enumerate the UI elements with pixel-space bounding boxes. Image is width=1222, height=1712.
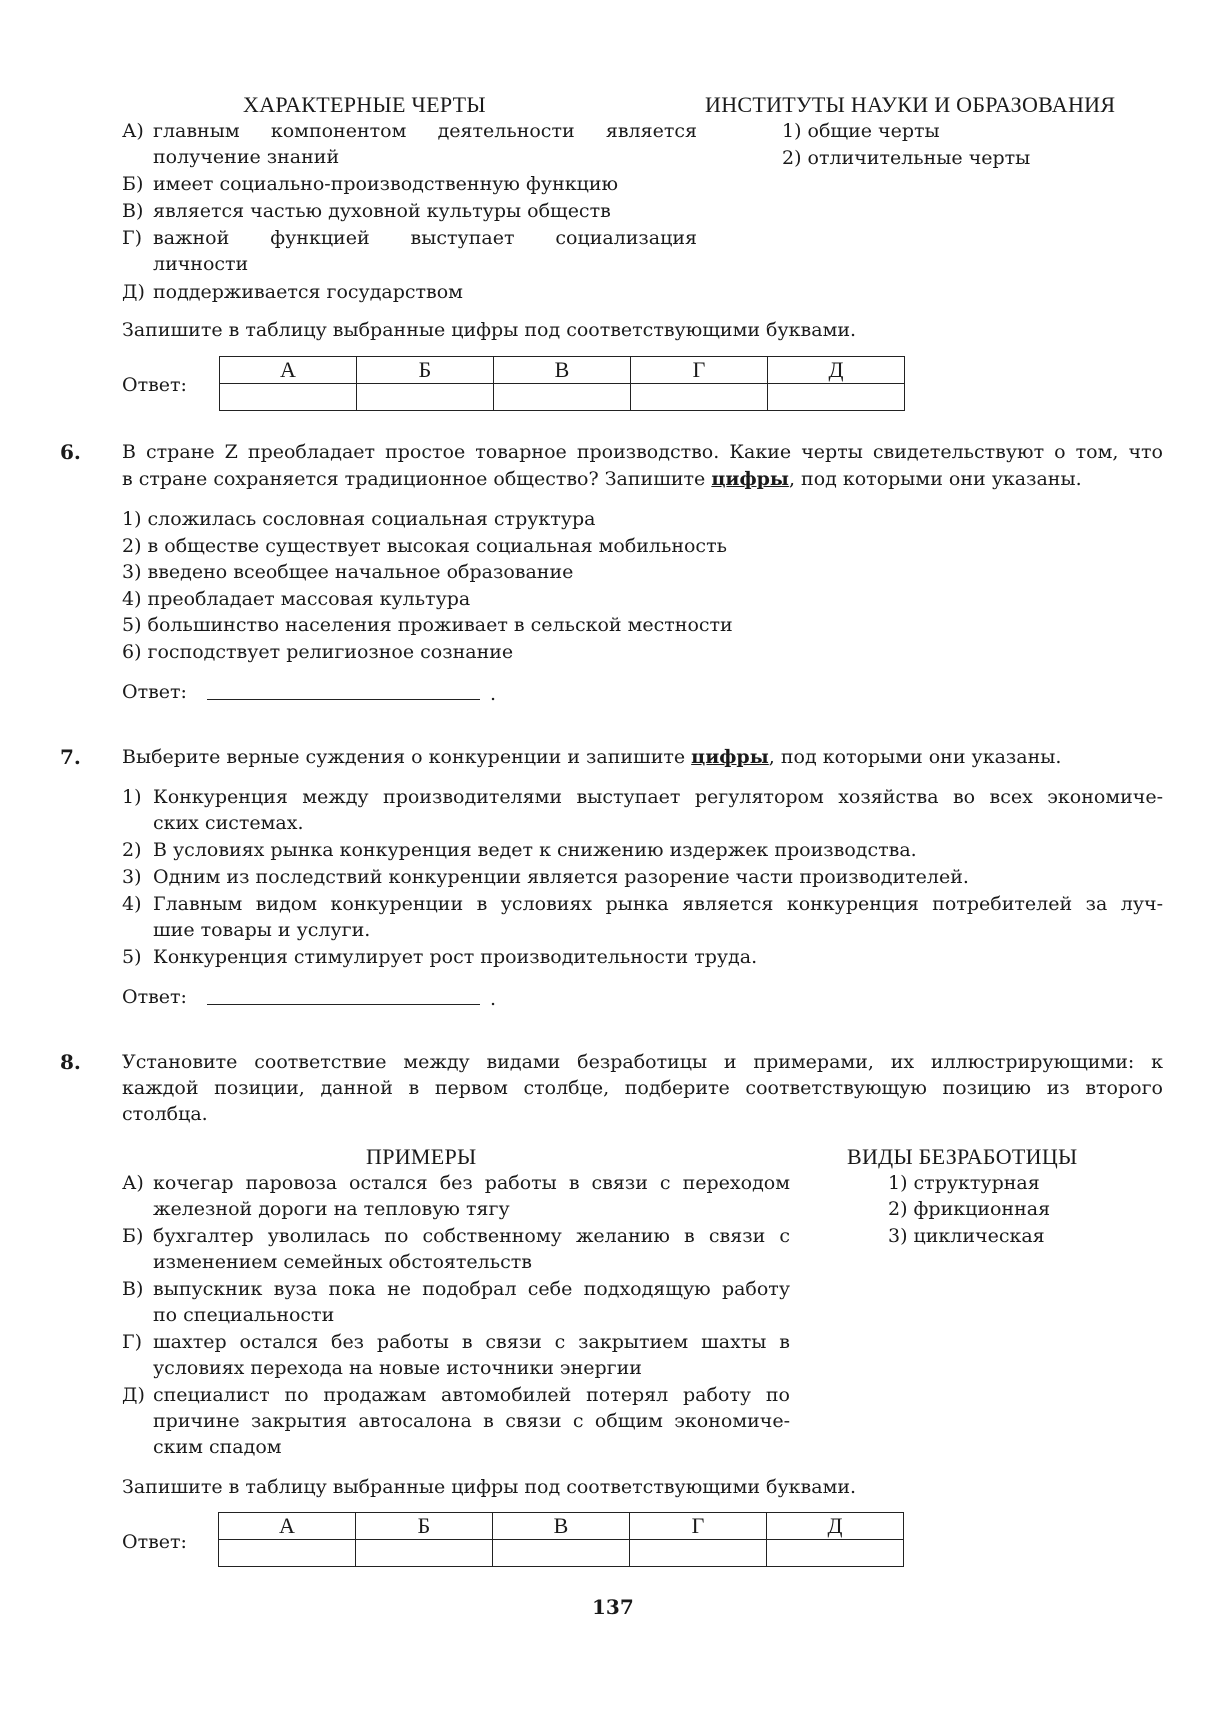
table-letter-g: Г bbox=[631, 357, 768, 384]
task8-answer-table bbox=[218, 1512, 904, 1567]
task8-question-line3: столбца. bbox=[122, 1103, 208, 1125]
table-letter-a: А bbox=[220, 357, 357, 384]
example-d-line2: причине закрытия автосалона в связи с общим экономиче- bbox=[153, 1410, 790, 1432]
table-letter-g: Г bbox=[630, 1513, 767, 1540]
table-letter-a: А bbox=[219, 1513, 356, 1540]
feature-d-line1: поддерживается государством bbox=[153, 281, 463, 303]
task7-item-line1: В условиях рынка конкуренция ведет к снижению издержек производства. bbox=[153, 839, 917, 861]
task5-left-header: ХАРАКТЕРНЫЕ ЧЕРТЫ bbox=[243, 92, 486, 117]
table-letter-v: В bbox=[494, 357, 631, 384]
example-b-line1: бухгалтер уволилась по собственному желанию в связи с bbox=[153, 1225, 790, 1247]
feature-a-line1: главным компонентом деятельности является bbox=[153, 120, 697, 142]
example-letter-d: Д) bbox=[122, 1384, 145, 1406]
task7-answer-label: Ответ: bbox=[122, 986, 187, 1008]
example-d-line3: ским спадом bbox=[153, 1436, 282, 1458]
feature-letter-g: Г) bbox=[122, 227, 142, 249]
option-2: 2) отличительные черты bbox=[782, 147, 1031, 169]
type-1: 1) структурная bbox=[888, 1172, 1040, 1194]
answer-table-input-row bbox=[219, 1540, 904, 1567]
answer-table-input-row bbox=[220, 384, 905, 411]
example-b-line2: изменением семейных обстоятельств bbox=[153, 1251, 532, 1273]
example-a-line1: кочегар паровоза остался без работы в связи с переходом bbox=[153, 1172, 790, 1194]
table-letter-b: Б bbox=[357, 357, 494, 384]
example-letter-b: Б) bbox=[122, 1225, 144, 1247]
page-number: 137 bbox=[592, 1595, 634, 1619]
task6-question-line2: в стране сохраняется традиционное общество? Запишите цифры, под которыми они указаны. bbox=[122, 468, 1082, 490]
table-letter-d: Д bbox=[767, 1513, 904, 1540]
task8-instruction: Запишите в таблицу выбранные цифры под соответствующими буквами. bbox=[122, 1476, 857, 1498]
table-letter-d: Д bbox=[768, 357, 905, 384]
task7-item-number: 3) bbox=[122, 866, 142, 888]
answer-cell-a[interactable] bbox=[219, 1540, 356, 1567]
type-2: 2) фрикционная bbox=[888, 1198, 1051, 1220]
task7-item-number: 2) bbox=[122, 839, 142, 861]
example-v-line2: по специальности bbox=[153, 1304, 335, 1326]
task6-item: 3) введено всеобщее начальное образование bbox=[122, 561, 574, 583]
answer-cell-v[interactable] bbox=[494, 384, 631, 411]
answer-cell-d[interactable] bbox=[767, 1540, 904, 1567]
task7-item-number: 1) bbox=[122, 786, 142, 808]
feature-a-line2: получение знаний bbox=[153, 146, 340, 168]
example-a-line2: железной дороги на тепловую тягу bbox=[153, 1198, 510, 1220]
task5-right-header: ИНСТИТУТЫ НАУКИ И ОБРАЗОВАНИЯ bbox=[705, 92, 1116, 117]
type-3: 3) циклическая bbox=[888, 1225, 1045, 1247]
table-letter-v: В bbox=[493, 1513, 630, 1540]
task7-item-line2: шие товары и услуги. bbox=[153, 919, 371, 941]
task8-left-header: ПРИМЕРЫ bbox=[366, 1144, 477, 1169]
example-letter-v: В) bbox=[122, 1278, 144, 1300]
task6-item: 2) в обществе существует высокая социальная мобильность bbox=[122, 535, 727, 557]
example-d-line1: специалист по продажам автомобилей потерял работу по bbox=[153, 1384, 790, 1406]
answer-cell-b[interactable] bbox=[356, 1540, 493, 1567]
task5-answer-label: Ответ: bbox=[122, 374, 187, 396]
task7-answer-dot: . bbox=[490, 988, 497, 1010]
task5-answer-table bbox=[219, 356, 905, 411]
task6-item: 5) большинство населения проживает в сельской местности bbox=[122, 614, 733, 636]
answer-table-header-row bbox=[219, 1513, 904, 1540]
feature-g-line2: личности bbox=[153, 253, 249, 275]
task7-item-line1: Конкуренция стимулирует рост производительности труда. bbox=[153, 946, 758, 968]
task7-item-line1: Одним из последствий конкуренции является разорение части производителей. bbox=[153, 866, 969, 888]
task6-item: 1) сложилась сословная социальная структура bbox=[122, 508, 596, 530]
answer-cell-b[interactable] bbox=[357, 384, 494, 411]
answer-cell-a[interactable] bbox=[220, 384, 357, 411]
answer-cell-d[interactable] bbox=[768, 384, 905, 411]
task7-answer-field[interactable] bbox=[207, 1004, 480, 1005]
answer-cell-g[interactable] bbox=[631, 384, 768, 411]
task6-item: 6) господствует религиозное сознание bbox=[122, 641, 514, 663]
task5-instruction: Запишите в таблицу выбранные цифры под соответствующими буквами. bbox=[122, 319, 857, 341]
answer-table-header-row bbox=[220, 357, 905, 384]
feature-v-line1: является частью духовной культуры обществ bbox=[153, 200, 611, 222]
task7-number: 7. bbox=[60, 745, 81, 769]
task6-item: 4) преобладает массовая культура bbox=[122, 588, 471, 610]
task8-answer-label: Ответ: bbox=[122, 1531, 187, 1553]
example-letter-a: А) bbox=[122, 1172, 144, 1194]
table-letter-b: Б bbox=[356, 1513, 493, 1540]
task6-answer-dot: . bbox=[490, 683, 497, 705]
task7-item-number: 5) bbox=[122, 946, 142, 968]
example-letter-g: Г) bbox=[122, 1331, 142, 1353]
feature-b-line1: имеет социально-производственную функцию bbox=[153, 173, 619, 195]
task7-item-line2: ских системах. bbox=[153, 812, 304, 834]
example-v-line1: выпускник вуза пока не подобрал себе подходящую работу bbox=[153, 1278, 790, 1300]
task7-question: Выберите верные суждения о конкуренции и запишите цифры, под которыми они указаны. bbox=[122, 746, 1062, 768]
task8-right-header: ВИДЫ БЕЗРАБОТИЦЫ bbox=[847, 1144, 1078, 1169]
task7-item-line1: Главным видом конкуренции в условиях рынка является конкуренция потребителей за луч- bbox=[153, 893, 1163, 915]
answer-cell-g[interactable] bbox=[630, 1540, 767, 1567]
feature-g-line1: важной функцией выступает социализация bbox=[153, 227, 697, 249]
example-g-line2: условиях перехода на новые источники энергии bbox=[153, 1357, 642, 1379]
feature-letter-a: А) bbox=[122, 120, 144, 142]
feature-letter-d: Д) bbox=[122, 281, 145, 303]
task7-item-line1: Конкуренция между производителями выступает регулятором хозяйства во всех экономиче- bbox=[153, 786, 1163, 808]
example-g-line1: шахтер остался без работы в связи с закрытием шахты в bbox=[153, 1331, 790, 1353]
task8-question-line2: каждой позиции, данной в первом столбце, подберите соответствующую позицию из второго bbox=[122, 1077, 1163, 1099]
task6-number: 6. bbox=[60, 440, 81, 464]
answer-cell-v[interactable] bbox=[493, 1540, 630, 1567]
task6-answer-field[interactable] bbox=[207, 699, 480, 700]
feature-letter-b: Б) bbox=[122, 173, 144, 195]
task6-answer-label: Ответ: bbox=[122, 681, 187, 703]
task6-question-line1: В стране Z преобладает простое товарное производство. Какие черты свидетельствуют о том, что bbox=[122, 441, 1163, 463]
task8-number: 8. bbox=[60, 1050, 81, 1074]
task7-item-number: 4) bbox=[122, 893, 142, 915]
option-1: 1) общие черты bbox=[782, 120, 940, 142]
feature-letter-v: В) bbox=[122, 200, 144, 222]
task8-question-line1: Установите соответствие между видами безработицы и примерами, их иллюстрирующими: к bbox=[122, 1051, 1163, 1073]
